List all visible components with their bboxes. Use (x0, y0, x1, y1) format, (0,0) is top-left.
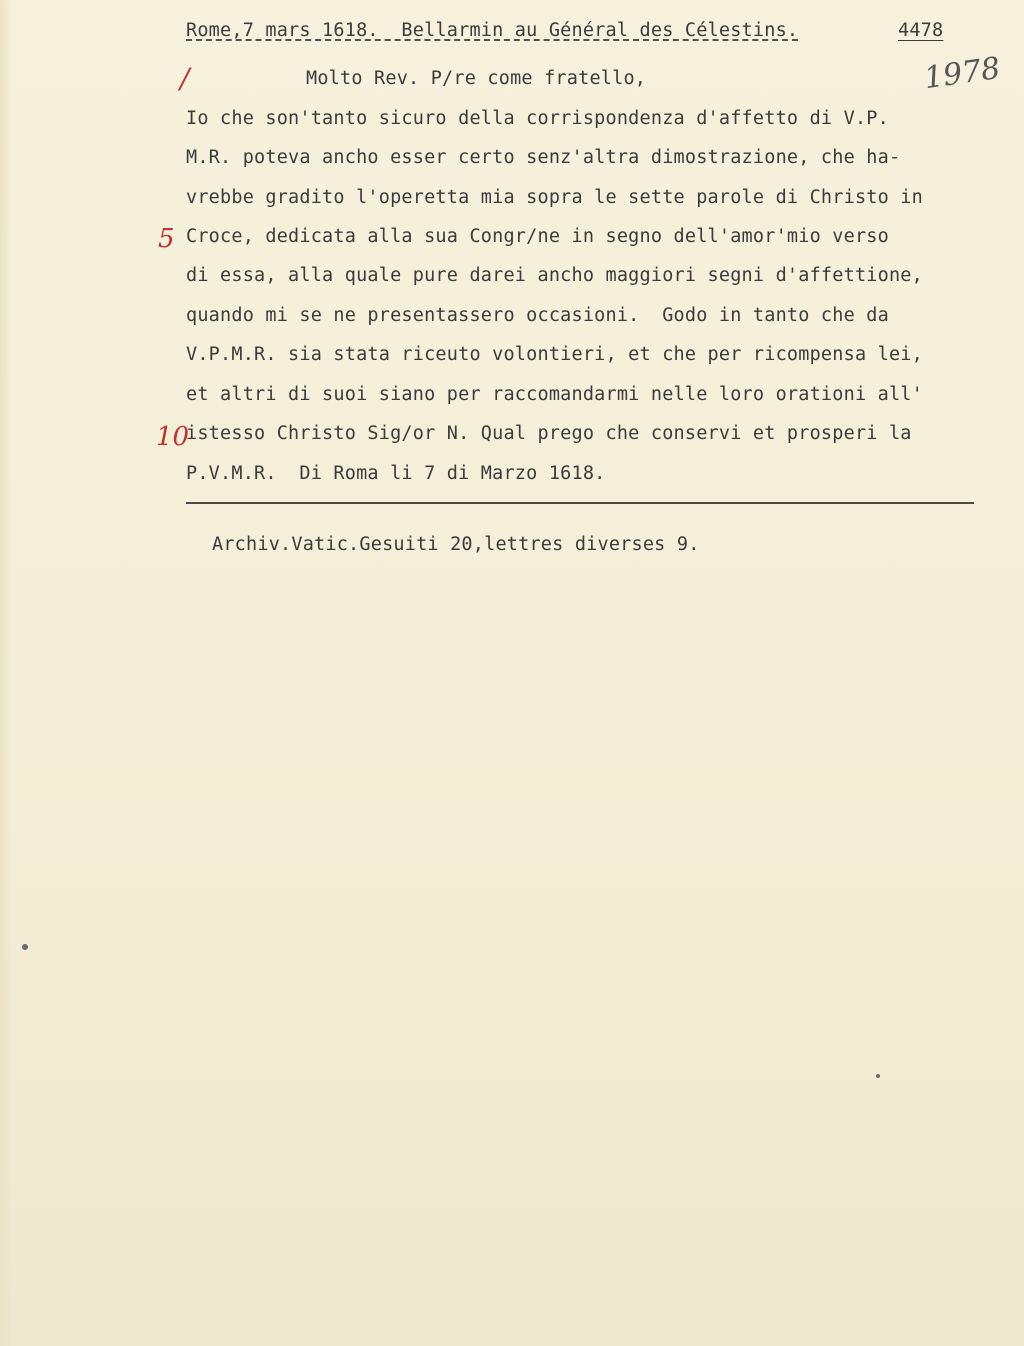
paper-speck (22, 944, 28, 950)
handwritten-folio-number: 1978 (921, 50, 1003, 97)
letter-line: vrebbe gradito l'operetta mia sopra le sette parole di Christo in (186, 187, 923, 208)
document-header: Rome,7 mars 1618. Bellarmin au Général des Célestins. (186, 20, 799, 41)
letter-line: quando mi se ne presentassero occasioni. Godo in tanto che da (186, 305, 889, 326)
letter-line: di essa, alla quale pure darei ancho maggiori segni d'affettione, (186, 265, 923, 286)
page-edge-shadow (0, 0, 12, 1346)
document-number: 4478 (898, 20, 944, 41)
paper-speck (876, 1074, 880, 1078)
margin-line-mark-10: 10 (156, 422, 190, 452)
letter-line: istesso Christo Sig/or N. Qual prego che conservi et prosperi la (186, 423, 912, 444)
letter-line: Io che son'tanto sicuro della corrispondenza d'affetto di V.P. (186, 108, 889, 129)
letter-salutation: Molto Rev. P/re come fratello, (306, 68, 647, 89)
letter-line: P.V.M.R. Di Roma li 7 di Marzo 1618. (186, 463, 606, 484)
letter-line: M.R. poteva ancho esser certo senz'altra dimostrazione, che ha- (186, 147, 901, 168)
separator-rule (186, 502, 974, 504)
letter-line: V.P.M.R. sia stata riceuto volontieri, et che per ricompensa lei, (186, 344, 923, 365)
letter-line: et altri di suoi siano per raccomandarmi nelle loro orationi all' (186, 384, 923, 405)
margin-line-mark-5: 5 (158, 224, 175, 254)
letter-line: Croce, dedicata alla sua Congr/ne in segno dell'amor'mio verso (186, 226, 889, 247)
margin-line-mark-1: / (180, 62, 190, 95)
archive-reference: Archiv.Vatic.Gesuiti 20,lettres diverses 9. (212, 534, 700, 555)
